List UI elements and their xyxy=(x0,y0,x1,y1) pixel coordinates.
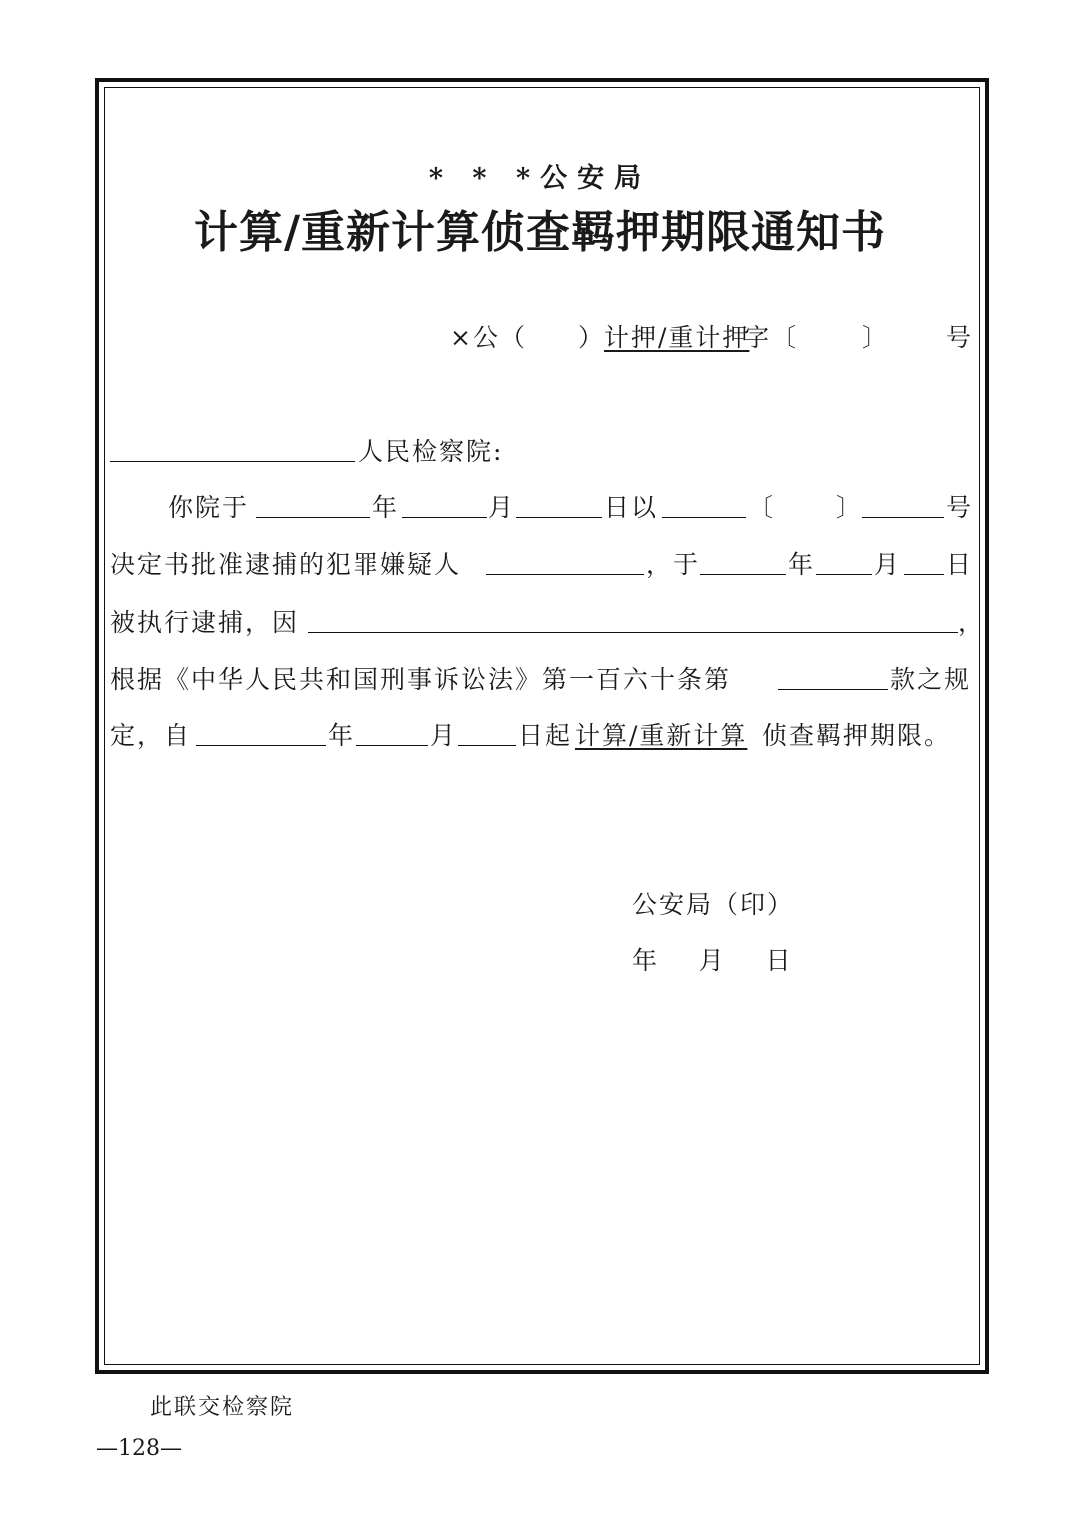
start-month-label: 月 xyxy=(430,721,458,750)
start-day-label: 日起 xyxy=(518,721,573,750)
kuan-label: 款之规 xyxy=(890,665,972,694)
approval-year-blank[interactable] xyxy=(256,517,370,518)
arrest-month-label: 月 xyxy=(874,550,902,579)
arrest-day-label: 日 xyxy=(946,550,974,579)
start-day-blank[interactable] xyxy=(458,745,516,746)
approval-day-label: 日以 xyxy=(604,493,659,522)
recipient-suffix: 人民检察院: xyxy=(358,437,504,466)
start-year-label: 年 xyxy=(328,721,356,750)
doc-number-paren-close: ） xyxy=(578,323,606,352)
comma-yu: ，于 xyxy=(646,550,701,579)
decision-bracket-close: 〕 xyxy=(836,493,864,522)
paragraph-number-blank[interactable] xyxy=(778,689,888,690)
copy-note: 此联交检察院 xyxy=(150,1395,295,1420)
document-title: 计算/重新计算侦查羁押期限通知书 xyxy=(193,207,887,258)
suspect-name-blank[interactable] xyxy=(486,574,644,575)
decision-bracket-open: 〔 xyxy=(748,493,776,522)
doc-number-hao: 号 xyxy=(946,323,974,352)
approval-month-blank[interactable] xyxy=(402,517,487,518)
signature-date: 年 月 日 xyxy=(632,946,793,975)
approval-year-label: 年 xyxy=(372,493,400,522)
approval-month-label: 月 xyxy=(488,493,516,522)
doc-number-char: 字〔 xyxy=(744,323,799,352)
body-line3-start: 被执行逮捕，因 xyxy=(110,608,300,637)
body-line4-start: 根据《中华人民共和国刑事诉讼法》第一百六十条第 xyxy=(110,665,732,694)
reason-blank[interactable] xyxy=(308,632,958,633)
approval-day-blank[interactable] xyxy=(516,517,602,518)
start-year-blank[interactable] xyxy=(196,745,326,746)
issuing-agency: * * *公安局 xyxy=(428,163,652,194)
decision-number-blank[interactable] xyxy=(862,517,944,518)
start-month-blank[interactable] xyxy=(356,745,428,746)
arrest-month-blank[interactable] xyxy=(816,574,872,575)
recipient-procuratorate-blank[interactable] xyxy=(110,461,355,462)
issuer-seal: 公安局（印） xyxy=(632,890,795,919)
decision-hao: 号 xyxy=(946,493,974,522)
doc-number-prefix: ×公（ xyxy=(450,323,527,352)
body-line5-end: 侦查羁押期限。 xyxy=(762,721,952,750)
doc-number-bracket-close: 〕 xyxy=(862,323,890,352)
decision-agency-blank[interactable] xyxy=(662,517,746,518)
reason-comma: ， xyxy=(958,608,986,637)
arrest-day-blank[interactable] xyxy=(904,574,944,575)
arrest-year-blank[interactable] xyxy=(700,574,786,575)
page-number: —128— xyxy=(96,1436,182,1461)
body-line1-start: 你院于 xyxy=(168,493,250,522)
compute-type-label: 计算/重新计算 xyxy=(575,721,748,750)
body-line2-start: 决定书批准逮捕的犯罪嫌疑人 xyxy=(110,550,462,579)
body-line5-start: 定，自 xyxy=(110,721,192,750)
doc-number-type: 计押/重计押 xyxy=(604,323,750,352)
arrest-year-label: 年 xyxy=(788,550,816,579)
